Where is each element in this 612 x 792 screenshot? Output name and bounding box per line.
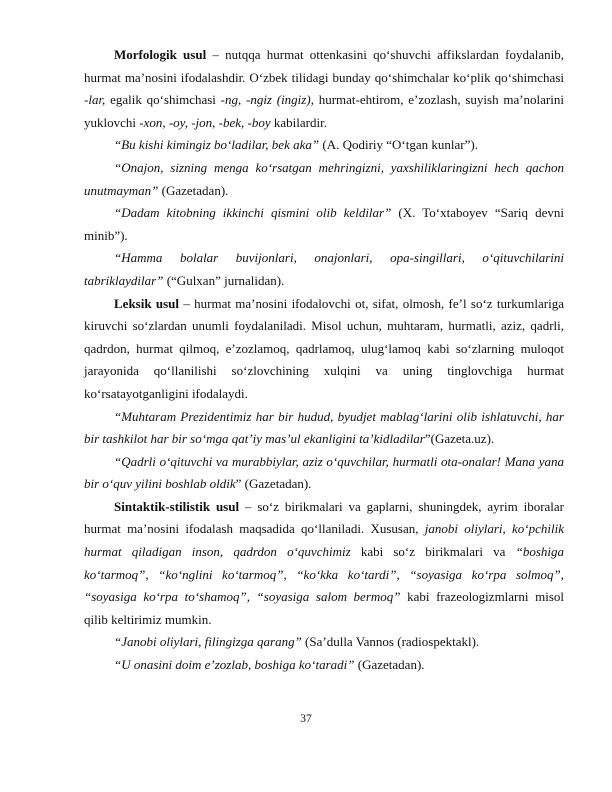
term-syntactic-stylistic-method: Sintaktik-stilistik usul (114, 498, 240, 514)
suffix-example: -lar, (84, 92, 106, 108)
quote-text: “Onajon, sizning menga ko‘rsatgan mehringizni, yaxshiliklaringizni hech qachon unutmayman” (84, 159, 564, 198)
example-quote (84, 134, 564, 157)
body-text: kabi frazeologizmlarni misol qilib keltirimiz mumkin. (84, 589, 564, 627)
quote-source: (“Gulxan” jurnalidan). (163, 272, 285, 288)
example-quote (84, 631, 564, 654)
phrase-examples: janobi oliylari, ko‘pchilik hurmat qiladigan inson, qadrdon o‘quvchimiz (84, 521, 564, 560)
paragraph-lexical-method (84, 293, 564, 406)
quote-text: “Bu kishi kimingiz bo‘ladilar, bek aka” (114, 137, 320, 153)
body-text: kabi so‘z birikmalari va (350, 544, 516, 560)
paragraph-morphological-method (84, 44, 564, 134)
body-text: so‘z birikmalari va gaplarni, shuningdek, ayrim iboralar hurmat ma’nosini ifodalash maqsadida qo‘llaniladi. Xususan, (84, 498, 565, 537)
quote-source: (Gazetadan). (158, 182, 229, 198)
quote-source: ” (Gazetadan). (235, 476, 312, 492)
quote-source: ”(Gazeta.uz). (424, 431, 495, 447)
dash: – (239, 498, 258, 514)
page-body (84, 44, 564, 677)
quote-text: “Hamma bolalar buvijonlari, onajonlari, opa-singillari, o‘qituvchilarini tabriklaydilar” (84, 250, 564, 288)
example-quote (84, 406, 564, 451)
quote-text: “Janobi oliylari, filingizga qarang” (114, 634, 302, 650)
quote-text: “Muhtaram Prezidentimiz har bir hudud, byudjet mablag‘larini olib ishlatuvchi, har bir tashkilot har bir so‘mga qat’iy mas’ul ekanligini ta’kidladilar (84, 408, 564, 447)
quote-text: “Qadrli o‘qituvchi va murabbiylar, aziz o‘quvchilar, hurmatli ota-onalar! Mana yana bir o‘quv yilini boshlab oldik (84, 453, 564, 492)
body-text: egalik qo‘shimchasi (105, 92, 221, 108)
quote-text: “U onasini doim e’zozlab, boshiga ko‘taradi” (114, 657, 355, 673)
body-text: nutqqa hurmat ottenkasini qo‘shuvchi affikslardan foydalanib, hurmat ma’nosini ifodalashdir. O‘zbek tilidagi bunday qo‘shimchalar ko‘plik qo‘shimchasi (84, 47, 564, 85)
body-text: , hurmat-ehtirom, e’zozlash, suyish ma’nolarini yuklovchi (84, 92, 564, 130)
example-quote (84, 202, 564, 247)
dash: – (179, 295, 195, 311)
body-text: kabilardir. (270, 114, 327, 130)
dash: – (206, 47, 226, 62)
example-quote (84, 247, 564, 292)
suffix-example: -xon, -oy, -jon, -bek, -boy (139, 114, 271, 130)
term-morphological-method: Morfologik usul (114, 47, 207, 62)
quote-source: (Sa’dulla Vannos (radiospektakl). (301, 634, 480, 650)
paragraph-syntactic-stylistic-method (84, 496, 564, 632)
quote-source: (Gazetadan). (354, 657, 425, 673)
quote-source: (A. Qodiriy “O‘tgan kunlar”). (319, 137, 478, 153)
example-quote (84, 451, 564, 496)
term-lexical-method: Leksik usul (114, 295, 180, 311)
example-quote (84, 157, 564, 202)
example-quote (84, 654, 564, 677)
suffix-example: -ng, -ngiz (ingiz) (220, 92, 311, 108)
phraseology-examples: “boshiga ko‘tarmoq”, “ko‘nglini ko‘tarmoq”, “ko‘kka ko‘tardi”, “soyasiga ko‘rpa solmoq”, “soyasiga ko‘rpa to‘shamoq”, “soyasiga salom bermoq” (84, 544, 564, 605)
quote-source: (X. To‘xtaboyev “Sariq devni minib”). (84, 205, 564, 243)
quote-text: “Dadam kitobning ikkinchi qismini olib keldilar” (114, 205, 392, 221)
page-number: 37 (300, 713, 312, 725)
body-text: hurmat ma’nosini ifodalovchi ot, sifat, olmosh, fe’l so‘z turkumlariga kiruvchi so‘zlardan unumli foydalaniladi. Misol uchun, muhtaram, hurmatli, aziz, qadrli, qadrdon, hurmat qilmoq, e’zozlamoq, qadrlamoq, ulug‘lamoq kabi so‘zlarning muloqot jarayonida qo‘llanilishi so‘zlovchining xulqini va uning tinglovchiga hurmat ko‘rsatayotganligini ifodalaydi. (84, 295, 564, 401)
